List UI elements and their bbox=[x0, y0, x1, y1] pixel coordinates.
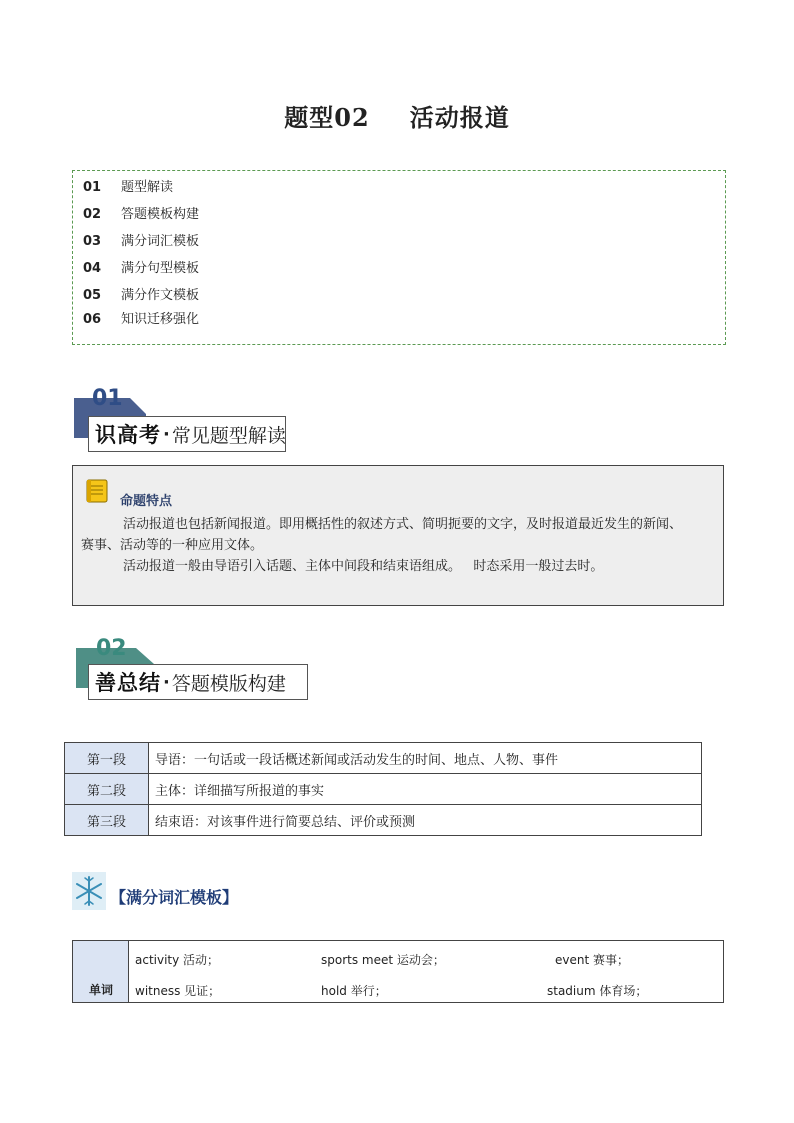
vocab-row-label bbox=[73, 941, 129, 1002]
toc-number: 02 bbox=[83, 207, 102, 222]
toc-label: 满分词汇模板 bbox=[121, 234, 200, 249]
section2-light: 答题模版构建 bbox=[171, 672, 286, 695]
page-title bbox=[0, 98, 794, 133]
table-row bbox=[65, 805, 702, 836]
vocab-word: stadium 体育场； bbox=[547, 984, 648, 998]
vocab-word: sports meet 运动会； bbox=[321, 953, 445, 967]
section2-label-box bbox=[88, 664, 308, 700]
section1-header bbox=[74, 386, 294, 456]
feature-para1-line2: 赛事、活动等的一种应用文体。 bbox=[81, 538, 264, 553]
vocab-section-title: 【满分词汇模板】 bbox=[110, 888, 239, 907]
toc-label: 满分句型模板 bbox=[121, 261, 200, 276]
toc-number: 05 bbox=[83, 288, 102, 303]
vocab-word: witness 见证； bbox=[135, 984, 221, 998]
toc-label: 答题模板构建 bbox=[121, 207, 200, 222]
toc-number: 04 bbox=[83, 261, 102, 276]
toc-item[interactable] bbox=[83, 311, 199, 329]
section2-number: 02 bbox=[96, 636, 127, 661]
section2-header bbox=[76, 636, 316, 706]
row-label: 第二段 bbox=[65, 774, 149, 805]
row-label: 第一段 bbox=[65, 743, 149, 774]
feature-title: 命题特点 bbox=[120, 494, 173, 509]
title-part1: 题型02 bbox=[284, 103, 370, 132]
section1-light: 常见题型解读 bbox=[171, 424, 286, 447]
table-of-contents bbox=[72, 170, 726, 345]
section1-dot: · bbox=[163, 423, 170, 445]
vocab-word: event 赛事； bbox=[555, 953, 629, 967]
section1-bold: 识高考 bbox=[95, 423, 161, 447]
notepad-icon bbox=[85, 478, 109, 504]
row-text: 导语：一句话或一段话概述新闻或活动发生的时间、地点、人物、事件 bbox=[149, 743, 702, 774]
section2-dot: · bbox=[163, 671, 170, 693]
section2-bold: 善总结 bbox=[95, 671, 161, 695]
feature-para2: 活动报道一般由导语引入话题、主体中间段和结束语组成。 时态采用一般过去时。 bbox=[123, 559, 604, 574]
section1-number: 01 bbox=[92, 386, 123, 411]
vocab-label-text: 单词 bbox=[88, 983, 113, 997]
toc-item[interactable] bbox=[83, 260, 199, 278]
table-row bbox=[65, 774, 702, 805]
toc-item[interactable] bbox=[83, 206, 199, 224]
toc-label: 满分作文模板 bbox=[121, 288, 200, 303]
vocab-word: activity 活动； bbox=[135, 953, 220, 967]
feature-para1-line1: 活动报道也包括新闻报道。即用概括性的叙述方式、简明扼要的文字，及时报道最近发生的新闻、 bbox=[123, 517, 683, 532]
row-label: 第三段 bbox=[65, 805, 149, 836]
toc-item[interactable] bbox=[83, 179, 173, 197]
vocab-table bbox=[72, 940, 724, 1003]
row-text: 结束语：对该事件进行简要总结、评价或预测 bbox=[149, 805, 702, 836]
vocab-word: hold 举行； bbox=[321, 984, 387, 998]
template-table bbox=[64, 742, 702, 836]
toc-label: 题型解读 bbox=[121, 180, 174, 195]
toc-number: 06 bbox=[83, 312, 102, 327]
row-text: 主体：详细描写所报道的事实 bbox=[149, 774, 702, 805]
toc-number: 03 bbox=[83, 234, 102, 249]
table-row bbox=[65, 743, 702, 774]
toc-number: 01 bbox=[83, 180, 102, 195]
snowflake-icon bbox=[72, 872, 106, 910]
toc-label: 知识迁移强化 bbox=[121, 312, 200, 327]
toc-item[interactable] bbox=[83, 233, 199, 251]
title-part2: 活动报道 bbox=[409, 103, 510, 132]
toc-item[interactable] bbox=[83, 287, 199, 305]
section1-label-box bbox=[88, 416, 286, 452]
feature-box bbox=[72, 465, 724, 606]
